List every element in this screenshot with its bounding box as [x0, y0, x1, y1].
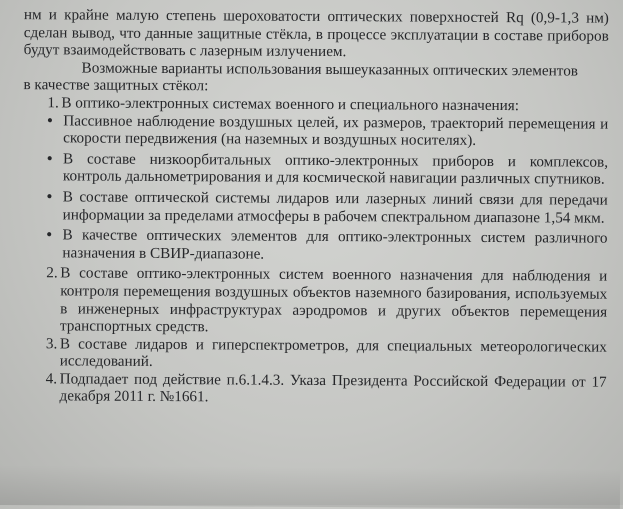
sublist-item — [23, 150, 608, 189]
sublist-item-text: Пассивное наблюдение воздушных целей, их размеров, траекторий перемещения и скорости передвижения (на наземных и воздушных носителях). — [63, 111, 609, 150]
continuation-paragraph: нм и крайне малую степень шероховатости оптических поверхностей Rq (0,9-1,3 нм) сделан вывод, что данные защитные стёкла, в процессе эксплуатации в составе приборов будут взаимодействовать с лазерным излучением. — [23, 6, 609, 61]
list-item-text: В составе лидаров и гиперспектрометров, для специальных метеорологических исследований. — [59, 335, 607, 371]
list-item-number: 4. — [45, 370, 58, 388]
list-item-number: 1. — [47, 94, 59, 112]
sublist-item — [22, 226, 607, 265]
list-item-text: Подпадает под действие п.6.1.4.3. Указа Президента Российской Федерации от 17 декабря 2011 г. №1661. — [59, 370, 607, 406]
military-uses-sublist — [22, 112, 608, 265]
bullet-icon: • — [46, 188, 53, 206]
bullet-icon: • — [46, 150, 53, 168]
sublist-item-text: В качестве оптических элементов для оптико-электронных систем различного назначения в СВИР-диапазоне. — [62, 226, 608, 263]
bullet-icon: • — [47, 111, 53, 129]
sublist-item — [23, 188, 608, 227]
list-item — [22, 370, 607, 409]
lead-paragraph-rest: в качестве защитных стёкол: — [23, 76, 209, 95]
list-item-number: 3. — [45, 334, 58, 353]
sublist-item — [23, 112, 608, 151]
list-item — [22, 335, 607, 374]
sublist-item-text: В составе оптической системы лидаров или лазерных линий связи для передачи информации за пределами атмосферы в рабочем спектральном диапазоне 1,54 мкм. — [62, 188, 608, 227]
list-item-number: 2. — [46, 264, 58, 282]
usage-list-continued — [22, 264, 608, 408]
lead-paragraph: Возможные варианты использования вышеуказанных оптических элементов — [81, 59, 579, 80]
list-item-text: В составе оптико-электронных систем военного назначения для наблюдения и контроля перемещения воздушных объектов наземного базирования, используемых в инженерных инфраструктурах аэродромов и других объектов перемещения транспортных средств. — [59, 264, 608, 336]
bullet-icon: • — [46, 226, 52, 244]
page-shadow — [0, 465, 620, 509]
list-item-text: В оптико-электронных системах военного и специального назначения: — [61, 94, 520, 115]
sublist-item-text: В составе низкоорбитальных оптико-электронных приборов и комплексов, контроль дальнометрирования и для космической навигации различных спутников. — [62, 150, 609, 189]
list-item — [22, 264, 607, 338]
